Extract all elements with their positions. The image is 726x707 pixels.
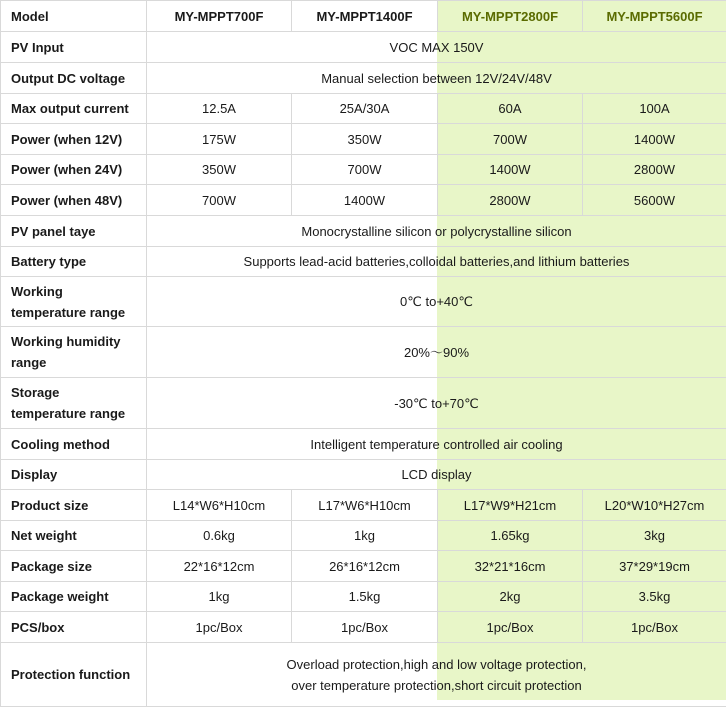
spec-cell: 12.5A: [147, 94, 292, 124]
row-label: Power (when 24V): [1, 155, 147, 185]
spec-row: [1, 490, 726, 521]
spec-span-line: over temperature protection,short circuit protection: [291, 678, 581, 693]
spec-span-cell: Supports lead-acid batteries,colloidal batteries,and lithium batteries: [147, 247, 726, 277]
spec-cell: 350W: [292, 124, 438, 155]
spec-row: [1, 63, 726, 94]
header-label: Model: [1, 1, 147, 32]
row-label-line: Storage: [11, 385, 59, 400]
spec-span-cell: Monocrystalline silicon or polycrystalline silicon: [147, 216, 726, 247]
spec-span-cell: -30℃ to+70℃: [147, 378, 726, 429]
spec-span-cell: 0℃ to+40℃: [147, 277, 726, 327]
spec-cell: 60A: [438, 94, 583, 124]
spec-cell: 1400W: [292, 185, 438, 216]
spec-row: [1, 155, 726, 185]
spec-span-line: Overload protection,high and low voltage protection,: [287, 657, 587, 672]
spec-row: [1, 460, 726, 490]
spec-cell: 1400W: [438, 155, 583, 185]
row-label: Product size: [1, 490, 147, 521]
row-label-line: range: [11, 355, 46, 370]
model-header: MY-MPPT2800F: [438, 1, 583, 32]
row-label-line: Working humidity: [11, 334, 121, 349]
row-label: Cooling method: [1, 429, 147, 460]
row-label: PV panel taye: [1, 216, 147, 247]
spec-cell: 1pc/Box: [292, 612, 438, 643]
spec-row: [1, 551, 726, 582]
spec-cell: 175W: [147, 124, 292, 155]
spec-span-cell: LCD display: [147, 460, 726, 490]
spec-cell: L20*W10*H27cm: [583, 490, 726, 521]
spec-cell: 37*29*19cm: [583, 551, 726, 582]
row-label: Output DC voltage: [1, 63, 147, 94]
row-label: Battery type: [1, 247, 147, 277]
spec-row: [1, 582, 726, 612]
row-label-line: Working: [11, 284, 63, 299]
spec-span-cell: Manual selection between 12V/24V/48V: [147, 63, 726, 94]
spec-span-cell: [147, 643, 726, 707]
spec-row: [1, 327, 726, 378]
spec-row: [1, 612, 726, 643]
spec-cell: 700W: [147, 185, 292, 216]
spec-row: [1, 185, 726, 216]
spec-cell: L14*W6*H10cm: [147, 490, 292, 521]
row-label: PCS/box: [1, 612, 147, 643]
spec-cell: 0.6kg: [147, 521, 292, 551]
row-label: [1, 327, 147, 378]
row-label: Max output current: [1, 94, 147, 124]
spec-cell: 1pc/Box: [438, 612, 583, 643]
model-header: MY-MPPT5600F: [583, 1, 726, 32]
spec-row: [1, 521, 726, 551]
spec-cell: 700W: [292, 155, 438, 185]
row-label-line: temperature range: [11, 305, 125, 320]
spec-row: [1, 124, 726, 155]
spec-cell: 350W: [147, 155, 292, 185]
spec-row: [1, 32, 726, 63]
spec-row: [1, 643, 726, 707]
spec-span-cell: Intelligent temperature controlled air cooling: [147, 429, 726, 460]
spec-cell: 1pc/Box: [583, 612, 726, 643]
spec-cell: 5600W: [583, 185, 726, 216]
spec-cell: 1.5kg: [292, 582, 438, 612]
spec-cell: 2800W: [583, 155, 726, 185]
row-label: Net weight: [1, 521, 147, 551]
header-row: [1, 1, 726, 32]
spec-row: [1, 94, 726, 124]
spec-row: [1, 247, 726, 277]
row-label: PV Input: [1, 32, 147, 63]
row-label-line: temperature range: [11, 406, 125, 421]
spec-cell: 26*16*12cm: [292, 551, 438, 582]
spec-cell: 1.65kg: [438, 521, 583, 551]
row-label: [1, 277, 147, 327]
spec-cell: 3.5kg: [583, 582, 726, 612]
spec-row: [1, 277, 726, 327]
model-header: MY-MPPT700F: [147, 1, 292, 32]
spec-cell: L17*W9*H21cm: [438, 490, 583, 521]
spec-cell: 2800W: [438, 185, 583, 216]
spec-row: [1, 429, 726, 460]
row-label: Power (when 48V): [1, 185, 147, 216]
spec-cell: 1kg: [147, 582, 292, 612]
spec-cell: 700W: [438, 124, 583, 155]
model-header: MY-MPPT1400F: [292, 1, 438, 32]
spec-cell: 1kg: [292, 521, 438, 551]
spec-cell: 2kg: [438, 582, 583, 612]
spec-cell: L17*W6*H10cm: [292, 490, 438, 521]
spec-cell: 3kg: [583, 521, 726, 551]
spec-cell: 100A: [583, 94, 726, 124]
spec-row: [1, 216, 726, 247]
row-label: Power (when 12V): [1, 124, 147, 155]
row-label: Package size: [1, 551, 147, 582]
spec-row: [1, 378, 726, 429]
spec-cell: 1400W: [583, 124, 726, 155]
spec-cell: 1pc/Box: [147, 612, 292, 643]
spec-cell: 25A/30A: [292, 94, 438, 124]
row-label: Display: [1, 460, 147, 490]
spec-span-cell: 20%～90%: [147, 327, 726, 378]
row-label: [1, 378, 147, 429]
row-label: Package weight: [1, 582, 147, 612]
row-label: Protection function: [1, 643, 147, 707]
spec-cell: 32*21*16cm: [438, 551, 583, 582]
spec-span-cell: VOC MAX 150V: [147, 32, 726, 63]
spec-cell: 22*16*12cm: [147, 551, 292, 582]
